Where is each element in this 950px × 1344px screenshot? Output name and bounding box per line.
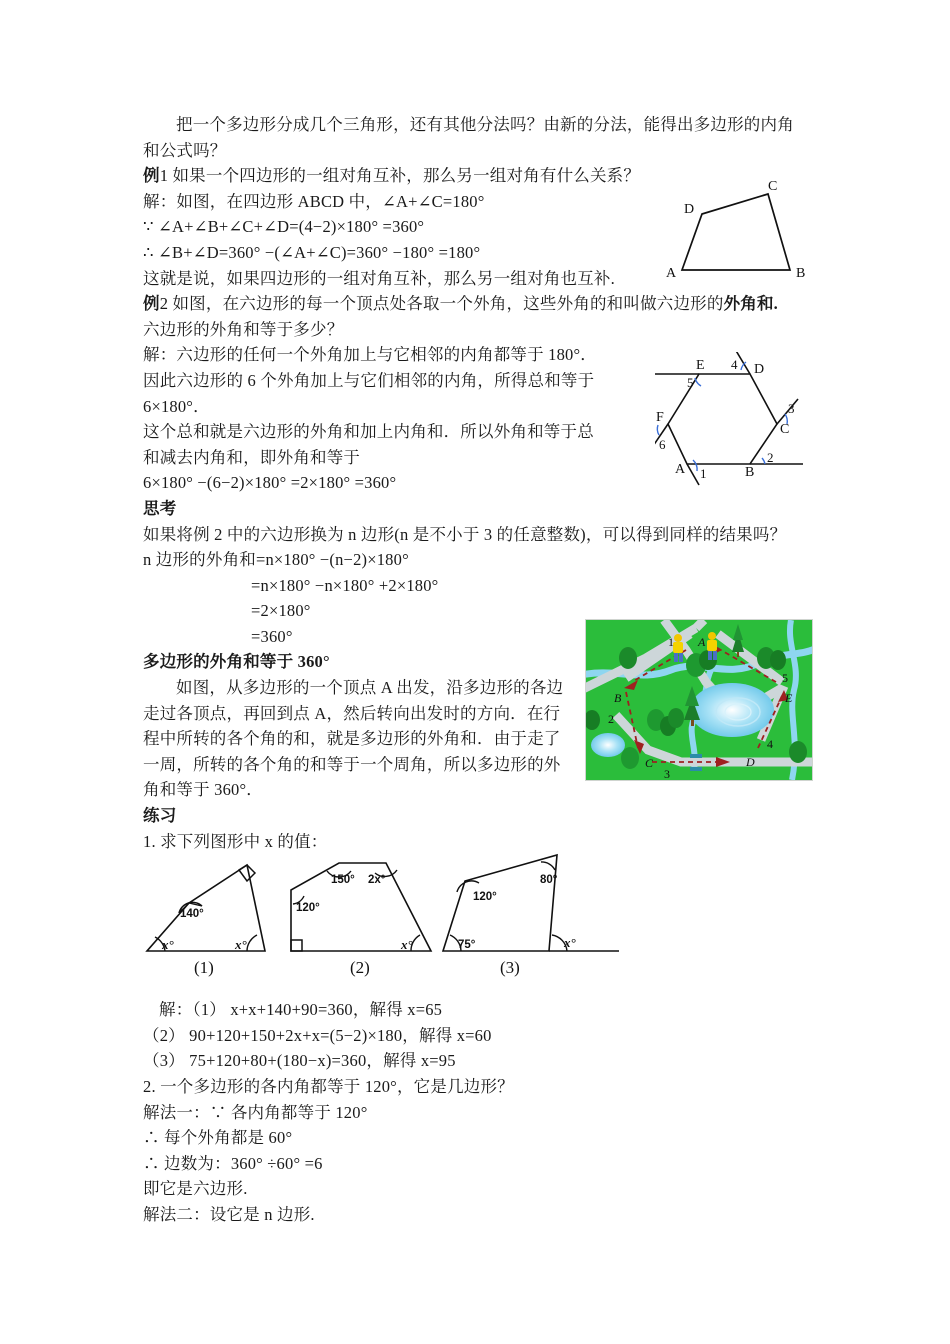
angle-arc-6 [657, 425, 659, 435]
conclusion-line5: 角和等于 360°． [143, 780, 263, 800]
vertex-label-d: D [684, 202, 695, 217]
think-equation-line2: =n×180° −n×180° +2×180° [251, 575, 439, 595]
angle-arc-2 [762, 458, 765, 464]
example2-term-exterior-sum: 外角和. [723, 294, 779, 314]
exercise-figure-1 [147, 865, 265, 952]
hexagon-vertex-d: D [754, 362, 765, 377]
turn-number-1: 1 [668, 635, 674, 649]
conclusion-line4: 一周，所转的各个角的和等于一个周角，所以多边形的外 [143, 754, 561, 774]
figure2-label-x: x° [401, 937, 413, 952]
think-equation-line1: n 边形的外角和=n×180° −(n−2)×180° [143, 550, 409, 570]
example2-solution-line6: 6×180° −(6−2)×180° =2×180° =360° [143, 473, 397, 493]
practice1-solution-line2: （2） 90+120+150+2x+x=(5−2)×180，解得 x=60 [143, 1025, 492, 1045]
figure2-caption: (2) [350, 958, 370, 977]
figure1-label-140: 140° [180, 908, 204, 920]
figure3-label-x: x° [564, 935, 576, 950]
practice-question-2: 2. 一个多边形的各内角都等于 120°，它是几边形？ [143, 1077, 514, 1096]
turn-number-2: 2 [608, 712, 614, 726]
figure3-caption: (3) [500, 958, 520, 977]
example2-question-line2: 六边形的外角和等于多少？ [143, 319, 344, 339]
vertex-label-c: C [768, 179, 778, 194]
turn-number-5: 5 [782, 671, 788, 685]
exterior-angle-number-2: 2 [767, 450, 774, 465]
practice2-method1-line1: 解法一：∵ 各内角都等于 120° [143, 1102, 368, 1122]
hexagon-vertex-c: C [780, 422, 790, 437]
example2-label: 例 [143, 294, 160, 314]
conclusion-heading: 多边形的外角和等于 360° [143, 652, 330, 672]
person-icon-right [707, 632, 717, 660]
figure3-label-75: 75° [458, 939, 476, 951]
person-icon-left [673, 634, 683, 662]
vertex-label-b: B [796, 266, 806, 281]
example1-solution-line1: 解：如图，在四边形 ABCD 中，∠A+∠C=180° [143, 191, 485, 211]
bridge-mark-2 [690, 767, 702, 771]
lake-large [690, 683, 774, 737]
map-point-e: E [785, 691, 793, 705]
practice2-method1-line3: ∴ 边数为：360° ÷60° =6 [143, 1153, 323, 1173]
hexagon-vertex-b: B [745, 465, 755, 480]
hexagon-vertex-a: A [675, 462, 686, 477]
figure1-caption: (1) [194, 958, 214, 977]
example2-solution-line5: 和减去内角和，即外角和等于 [143, 447, 361, 467]
example1-label: 例 [143, 166, 160, 186]
paragraph-intro-line2: 和公式吗？ [143, 140, 227, 160]
think-heading: 思考 [143, 498, 177, 518]
example2-heading [143, 291, 819, 317]
practice-heading: 练习 [143, 806, 177, 826]
figure3-angle-mark-80 [541, 862, 555, 870]
example2-solution-line2: 因此六边形的 6 个外角加上与它们相邻的内角，所得总和等于 [143, 370, 595, 390]
turn-number-3: 3 [664, 767, 670, 780]
lake-small [591, 733, 625, 757]
hexagon-vertex-e: E [696, 358, 705, 373]
exercise-figure-3 [443, 855, 619, 951]
quadrilateral-shape [682, 194, 790, 270]
map-point-c: C [645, 756, 654, 770]
exterior-angle-number-5: 5 [687, 375, 694, 390]
figure3-shape [443, 855, 557, 951]
figure3-label-80: 80° [540, 874, 558, 886]
think-equation-line4: =360° [251, 626, 293, 646]
figure1-label-x-right: x° [235, 937, 247, 952]
example1-solution-line3: ∴ ∠B+∠D=360° −(∠A+∠C)=360° −180° =180° [143, 242, 481, 262]
figure2-label-150: 150° [331, 874, 355, 886]
practice2-method1-line4: 即它是六边形. [143, 1179, 248, 1199]
example1-solution-line2: ∵ ∠A+∠B+∠C+∠D=(4−2)×180° =360° [143, 217, 425, 237]
figure-hexagon-exterior-angles [655, 352, 820, 487]
exterior-angle-number-6: 6 [659, 437, 666, 452]
angle-arc-5 [695, 378, 701, 386]
practice2-method2-line1: 解法二：设它是 n 边形. [143, 1204, 315, 1224]
example2-solution-line4: 这个总和就是六边形的外角和加上内角和．所以外角和等于总 [143, 422, 594, 442]
think-question: 如果将例 2 中的六边形换为 n 边形(n 是不小于 3 的任意整数)，可以得到同样的结果吗？ [143, 524, 787, 544]
figure-park-map-illustration [585, 619, 813, 781]
hexagon-vertex-f: F [656, 410, 664, 425]
figure2-label-120: 120° [296, 902, 320, 914]
map-point-b: B [614, 691, 622, 705]
angle-arc-1 [693, 460, 697, 471]
conclusion-line1: 如图，从多边形的一个顶点 A 出发，沿多边形的各边 [176, 678, 564, 698]
figure1-angle-arc-x-right [247, 935, 257, 951]
example2-solution-line3: 6×180°． [143, 396, 210, 416]
map-point-a: A [698, 635, 706, 649]
example2-heading-text: 2 如图，在六边形的每一个顶点处各取一个外角，这些外角的和叫做六边形的 [159, 294, 724, 314]
map-point-d: D [746, 755, 755, 769]
exercise-figures-row [143, 843, 643, 978]
figure1-label-x-left: x° [162, 937, 174, 952]
conclusion-line3: 程中所转的各个角的和，就是多边形的外角和．由于走了 [143, 729, 561, 749]
example1-solution-line4: 这就是说，如果四边形的一组对角互补，那么另一组对角也互补. [143, 268, 615, 288]
practice1-solution-line3: （3） 75+120+80+(180−x)=360，解得 x=95 [143, 1051, 456, 1071]
figure2-label-2x: 2x° [368, 874, 386, 886]
exterior-angle-number-1: 1 [700, 466, 707, 481]
example1-heading-text: 1 如果一个四边形的一组对角互补，那么另一组对角有什么关系？ [159, 166, 641, 186]
exterior-angle-number-3: 3 [788, 401, 795, 416]
vertex-label-a: A [666, 266, 677, 281]
figure-quadrilateral-abcd [660, 178, 820, 288]
conclusion-line2: 走过各顶点，再回到点 A，然后转向出发时的方向．在行 [143, 703, 561, 723]
practice1-solution-line1: 解：（1） x+x+140+90=360，解得 x=65 [159, 1000, 443, 1020]
bridge-mark-1 [690, 754, 702, 758]
turn-number-4: 4 [767, 737, 773, 751]
figure2-right-angle-mark [291, 940, 302, 951]
paragraph-intro-line1: 把一个多边形分成几个三角形，还有其他分法吗？由新的分法，能得出多边形的内角 [176, 115, 794, 134]
practice2-method1-line2: ∴ 每个外角都是 60° [143, 1128, 293, 1148]
hexagon-shape [668, 374, 777, 464]
example2-solution-line1: 解：六边形的任何一个外角加上与它相邻的内角都等于 180°． [143, 345, 597, 365]
exterior-angle-number-4: 4 [731, 357, 738, 372]
figure3-label-120: 120° [473, 891, 497, 903]
practice-question-1: 1. 求下列图形中 x 的值： [143, 831, 328, 851]
exercise-figure-2 [291, 863, 431, 952]
think-equation-line3: =2×180° [251, 601, 311, 621]
